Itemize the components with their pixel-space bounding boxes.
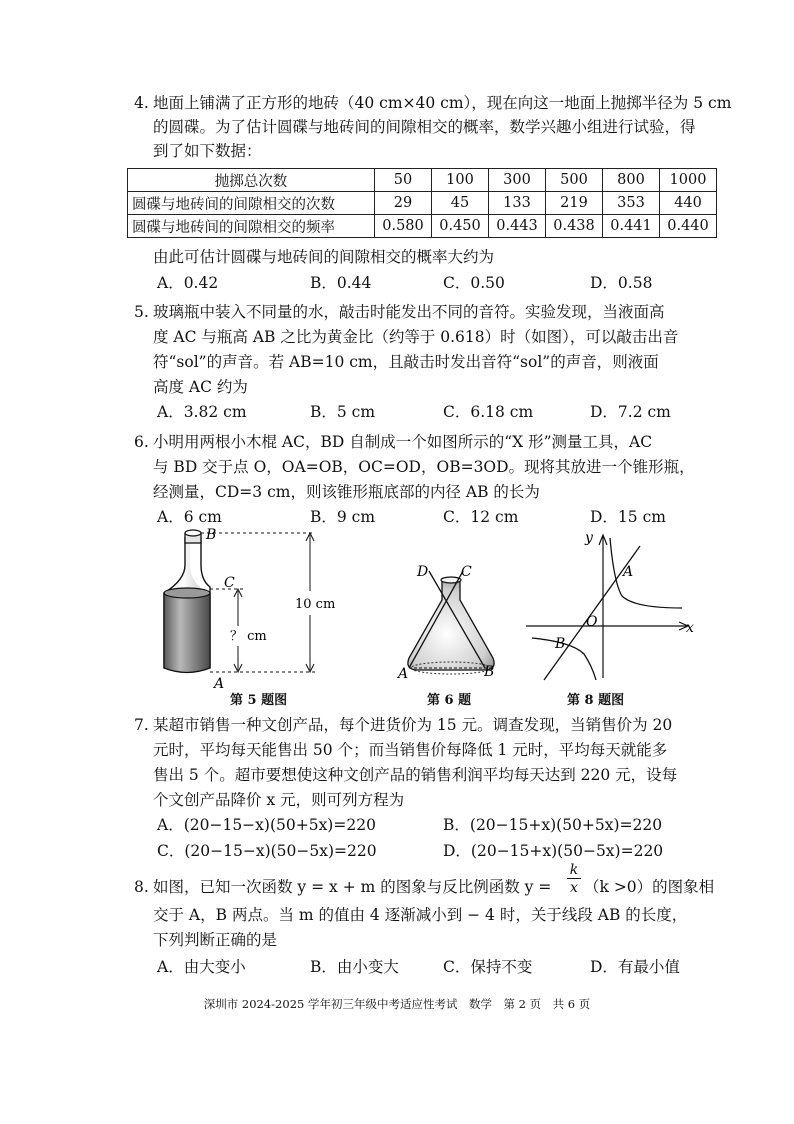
table-cell: 50 xyxy=(375,169,432,192)
q4-option-d[interactable]: D．0.58 xyxy=(590,274,653,292)
table-cell: 29 xyxy=(375,192,432,215)
table-cell: 0.440 xyxy=(660,215,717,238)
q5-line-4: 高度 AC 约为 xyxy=(153,378,248,396)
q4-option-a[interactable]: A．0.42 xyxy=(157,274,219,292)
table-header-cell: 圆碟与地砖间的间隙相交的次数 xyxy=(128,192,375,215)
page-footer: 深圳市 2024-2025 学年初三年级中考适应性考试 数学 第 2 页 共 6 页 xyxy=(203,997,591,1011)
table-cell: 0.580 xyxy=(375,215,432,238)
table-cell: 353 xyxy=(603,192,660,215)
q6-option-b[interactable]: B．9 cm xyxy=(310,508,376,526)
fig5-caption: 第 5 题图 xyxy=(230,693,288,708)
table-cell: 0.450 xyxy=(432,215,489,238)
q6-option-c[interactable]: C．12 cm xyxy=(443,508,519,526)
fig5-label-b: B xyxy=(206,527,217,543)
fig8-point-a: A xyxy=(623,564,634,580)
fig8-graph xyxy=(522,528,702,686)
q4-data-table xyxy=(127,168,717,238)
fig6-label-c: C xyxy=(461,564,472,580)
q7-option-d[interactable]: D．(20−15+x)(50−5x)=220 xyxy=(443,842,664,860)
q7-option-a[interactable]: A．(20−15−x)(50+5x)=220 xyxy=(157,816,376,834)
q8-fraction-denominator: x xyxy=(570,880,578,896)
q7-number: 7. xyxy=(134,716,149,734)
fig5-label-a: A xyxy=(214,676,225,690)
q7-option-b[interactable]: B．(20−15+x)(50+5x)=220 xyxy=(443,816,663,834)
table-cell: 1000 xyxy=(660,169,717,192)
table-cell: 0.443 xyxy=(489,215,546,238)
q8-option-a[interactable]: A．由大变小 xyxy=(157,958,246,976)
table-cell: 300 xyxy=(489,169,546,192)
q5-line-3: 符“sol”的声音。若 AB=10 cm，且敲击时发出音符“sol”的声音，则液面 xyxy=(153,353,659,371)
q5-number: 5. xyxy=(134,303,149,321)
q8-option-c[interactable]: C．保持不变 xyxy=(443,958,533,976)
q8-line-1-part-a: 如图，已知一次函数 y = x + m 的图象与反比例函数 y = xyxy=(153,878,552,896)
table-row xyxy=(128,192,717,215)
q6-option-d[interactable]: D．15 cm xyxy=(590,508,666,526)
q7-line-2: 元时，平均每天能售出 50 个；而当销售价每降低 1 元时，平均每天就能多 xyxy=(153,741,668,759)
q5-line-1: 玻璃瓶中装入不同量的水，敲击时能发出不同的音符。实验发现，当液面高 xyxy=(153,303,665,321)
q7-line-1: 某超市销售一种文创产品，每个进货价为 15 元。调查发现，当销售价为 20 xyxy=(153,716,673,734)
q5-line-2: 度 AC 与瓶高 AB 之比为黄金比（约等于 0.618）时（如图），可以敲击出音 xyxy=(153,328,679,346)
fig8-origin-label: O xyxy=(586,614,598,630)
q7-line-3: 售出 5 个。超市要想使这种文创产品的销售利润平均每天达到 220 元，设每 xyxy=(153,766,678,784)
fig6-label-a: A xyxy=(398,666,409,682)
q4-line-1: 地面上铺满了正方形的地砖（40 cm×40 cm），现在向这一地面上抛掷半径为 5 cm xyxy=(153,94,732,112)
q6-number: 6. xyxy=(134,433,149,451)
fig8-caption: 第 8 题图 xyxy=(567,693,625,708)
fig5-bottle-diagram xyxy=(150,525,360,690)
table-cell: 100 xyxy=(432,169,489,192)
table-cell: 500 xyxy=(546,169,603,192)
q6-option-a[interactable]: A．6 cm xyxy=(157,508,222,526)
table-cell: 0.438 xyxy=(546,215,603,238)
q4-option-c[interactable]: C．0.50 xyxy=(443,274,505,292)
table-header-cell: 圆碟与地砖间的间隙相交的频率 xyxy=(128,215,375,238)
fig6-flask-diagram xyxy=(395,558,510,683)
table-cell: 133 xyxy=(489,192,546,215)
q8-line-3: 下列判断正确的是 xyxy=(153,931,278,949)
table-cell: 440 xyxy=(660,192,717,215)
q4-option-b[interactable]: B．0.44 xyxy=(310,274,372,292)
table-row xyxy=(128,215,717,238)
fig5-height-label: 10 cm xyxy=(295,597,336,612)
table-header-cell: 抛掷总次数 xyxy=(128,169,375,192)
q5-option-b[interactable]: B．5 cm xyxy=(310,403,376,421)
q5-option-d[interactable]: D．7.2 cm xyxy=(590,403,671,421)
q7-option-c[interactable]: C．(20−15−x)(50−5x)=220 xyxy=(157,842,377,860)
q6-line-3: 经测量，CD=3 cm，则该锥形瓶底部的内径 AB 的长为 xyxy=(153,483,540,501)
fig5-unknown-label: ？ cm xyxy=(230,629,267,644)
fig6-caption: 第 6 题 xyxy=(427,693,472,708)
q4-line-2: 的圆碟。为了估计圆碟与地砖间的间隙相交的概率，数学兴趣小组进行试验，得 xyxy=(153,118,696,136)
table-cell: 45 xyxy=(432,192,489,215)
q7-line-4: 个文创产品降价 x 元，则可列方程为 xyxy=(153,791,405,809)
fig8-x-label: x xyxy=(686,620,694,636)
q8-option-d[interactable]: D．有最小值 xyxy=(590,958,680,976)
q6-line-2: 与 BD 交于点 O，OA=OB，OC=OD，OB=3OD。现将其放进一个锥形瓶， xyxy=(153,458,695,476)
q8-option-b[interactable]: B．由小变大 xyxy=(310,958,399,976)
table-cell: 219 xyxy=(546,192,603,215)
fig8-point-b: B xyxy=(555,636,566,652)
q4-after-text: 由此可估计圆碟与地砖间的间隙相交的概率大约为 xyxy=(153,248,495,266)
q8-number: 8. xyxy=(134,878,149,896)
q4-number: 4. xyxy=(134,94,149,112)
q8-line-1-part-b: （k >0）的图象相 xyxy=(584,878,715,896)
table-cell: 800 xyxy=(603,169,660,192)
fig6-label-d: D xyxy=(417,564,429,580)
fig5-label-c: C xyxy=(224,575,235,591)
q5-option-a[interactable]: A．3.82 cm xyxy=(157,403,247,421)
q5-option-c[interactable]: C．6.18 cm xyxy=(443,403,534,421)
q8-fraction-numerator: k xyxy=(567,862,581,879)
fig8-y-label: y xyxy=(585,530,593,546)
q6-line-1: 小明用两根小木棍 AC，BD 自制成一个如图所示的“X 形”测量工具，AC xyxy=(153,433,653,451)
q8-line-2: 交于 A，B 两点。当 m 的值由 4 逐渐减小到 − 4 时，关于线段 AB 的长度， xyxy=(153,906,688,924)
q4-line-3: 到了如下数据： xyxy=(153,142,262,160)
table-row xyxy=(128,169,717,192)
table-cell: 0.441 xyxy=(603,215,660,238)
fig6-label-b: B xyxy=(484,664,495,680)
